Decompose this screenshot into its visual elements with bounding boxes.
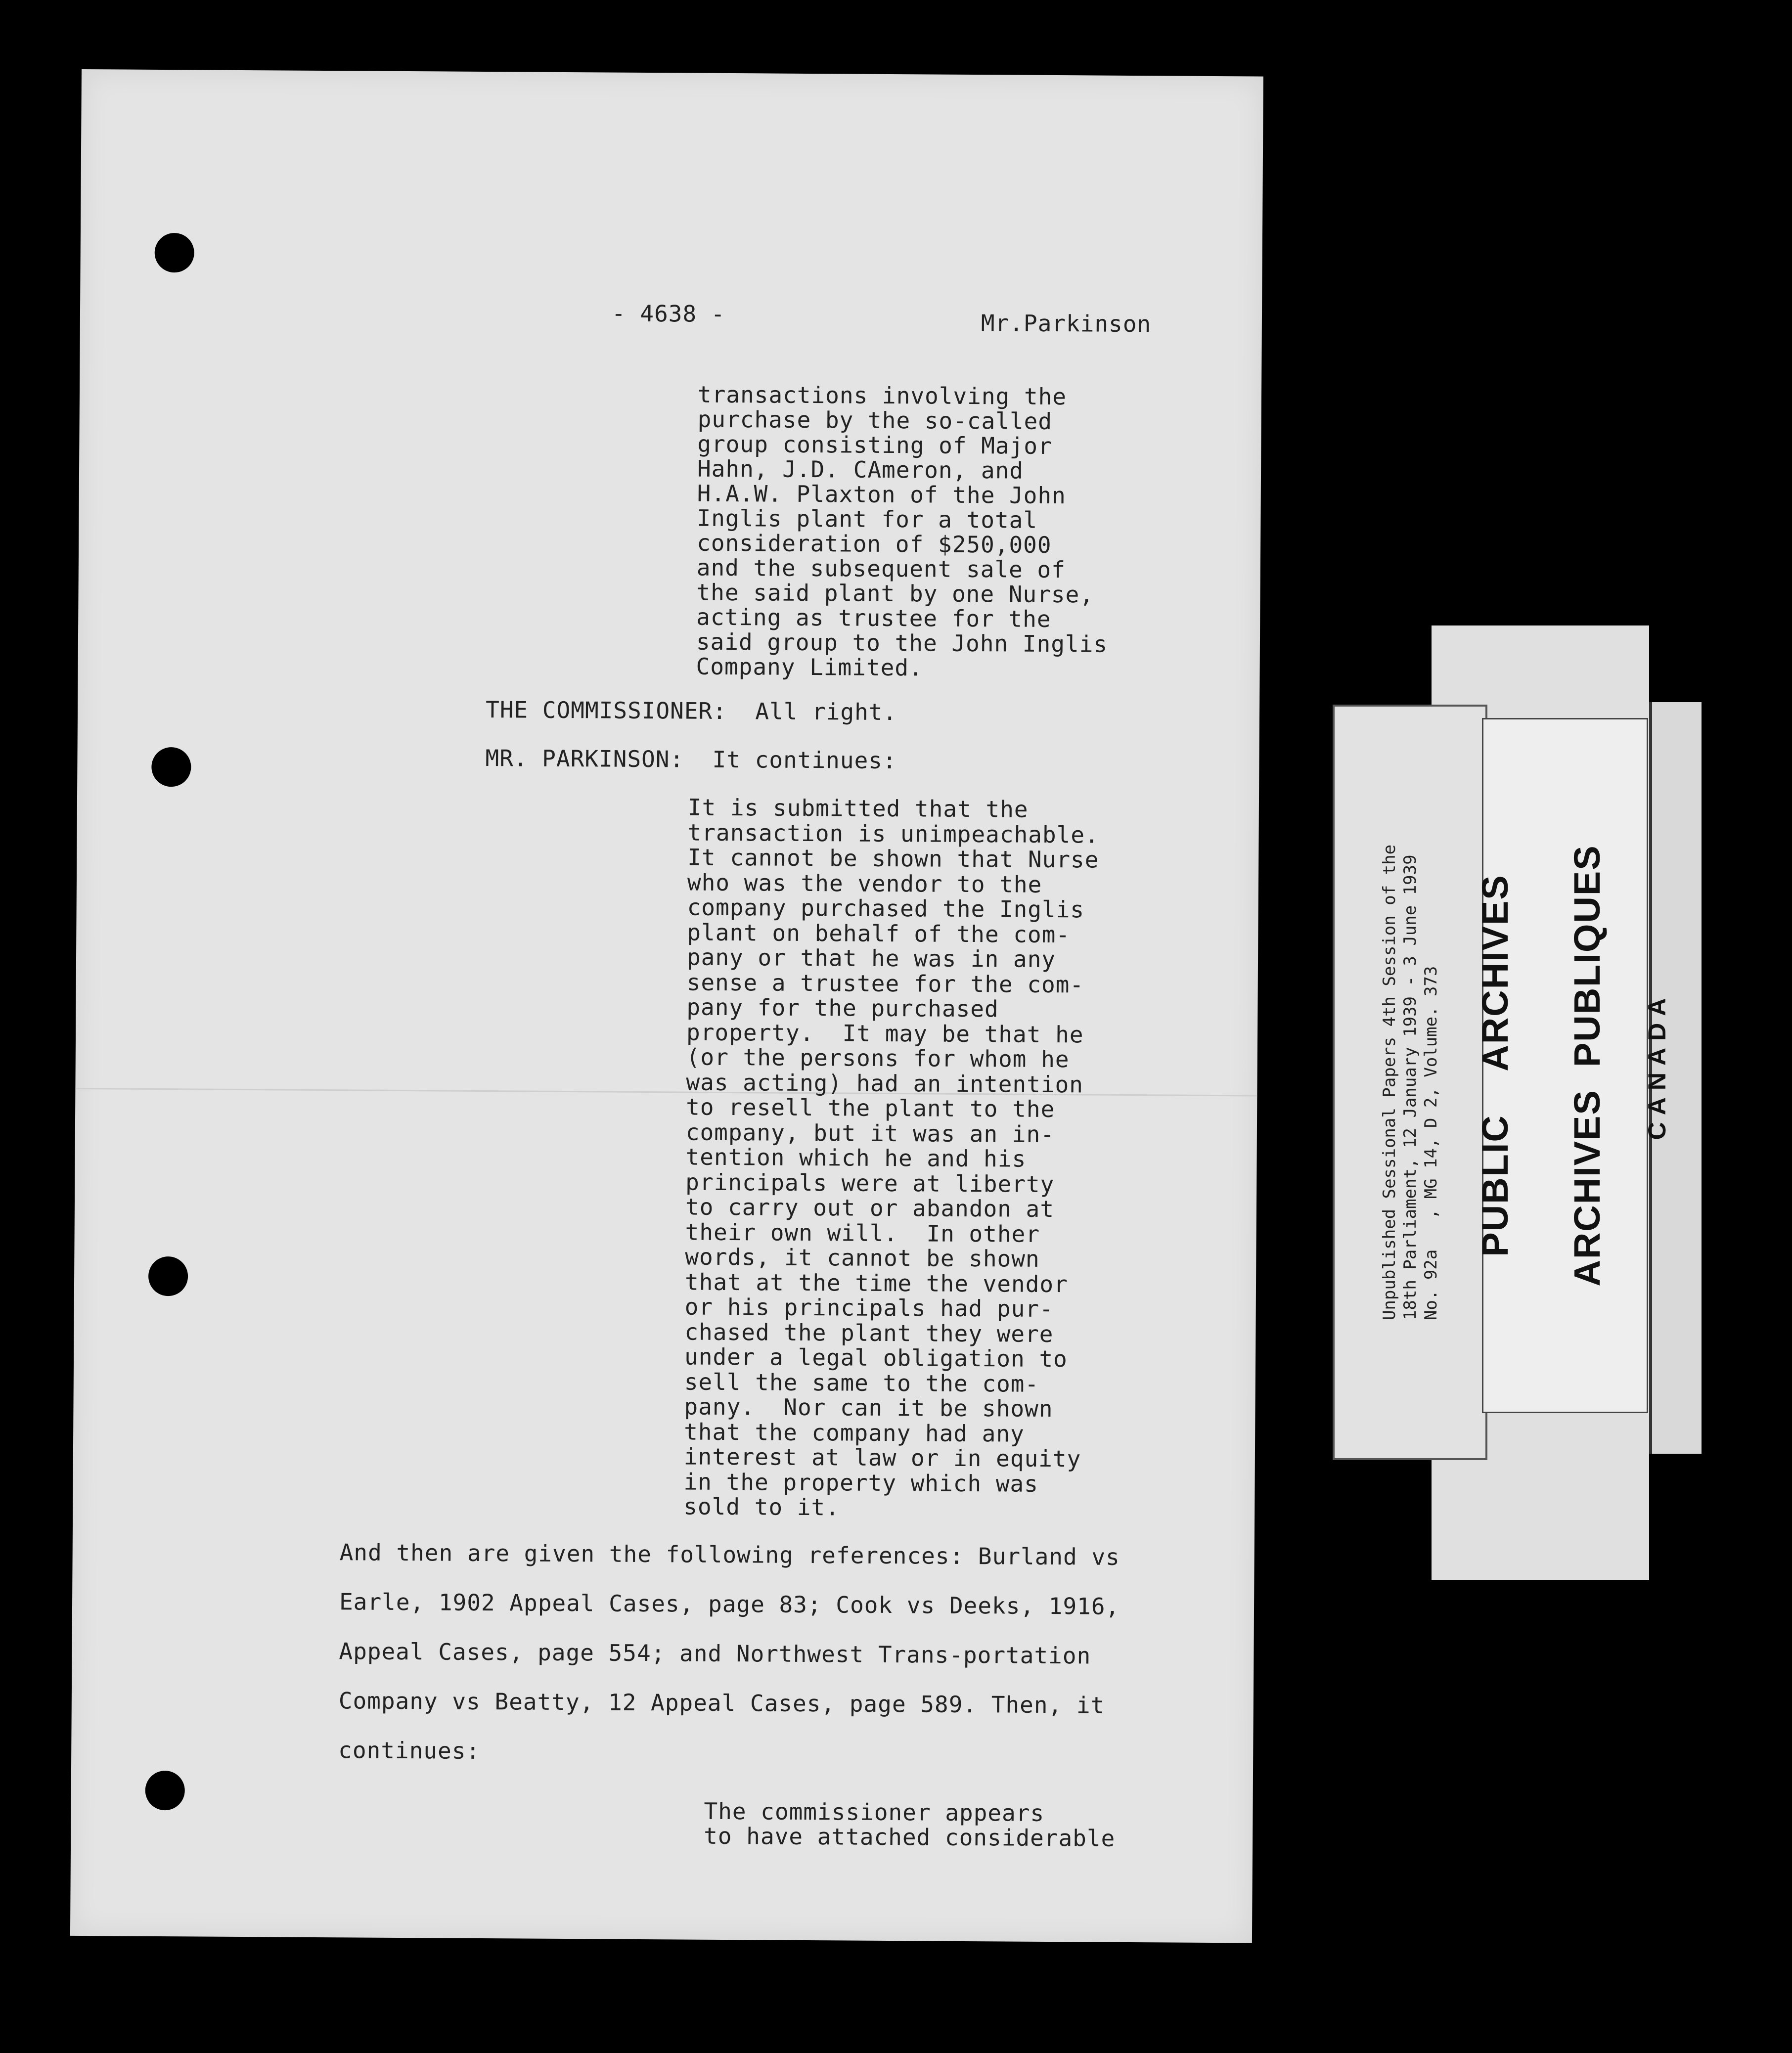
commissioner-line: THE COMMISSIONER: All right.: [485, 696, 897, 726]
archives-line-3: CANADA: [1643, 991, 1671, 1140]
archives-stamp-text: [1440, 845, 1690, 1286]
archives-line-2: ARCHIVES PUBLIQUES: [1567, 845, 1608, 1287]
punch-hole: [145, 1771, 184, 1810]
document-page: [70, 69, 1263, 1943]
archives-stamp: [1475, 719, 1671, 1412]
punch-hole: [148, 1256, 188, 1296]
references-paragraph: And then are given the following references: Burland vs Earle, 1902 Appeal Cases, page 83; Cook vs Deeks, 1916, Appeal Cases, page 554; and Northwest Trans-portation Company vs Beatty, 12 Appeal Cases, page 589. Then, it continues:: [338, 1539, 1120, 1764]
archives-line-1: PUBLIC ARCHIVES: [1475, 874, 1516, 1257]
quoted-passage-1: transactions involving the purchase by the so-called group consisting of Major Hahn, J.D. CAmeron, and H.A.W. Plaxton of the John Inglis plant for a total consideration of $250,000 and the subsequent sale of the said plant by one Nurse, acting as trustee for the said group to the John Inglis Company Limited.: [696, 381, 1108, 681]
page-number: - 4638 -: [611, 300, 725, 327]
parkinson-line: MR. PARKINSON: It continues:: [485, 745, 897, 774]
quoted-passage-2: It is submitted that the transaction is unimpeachable. It cannot be shown that Nurse who was the vendor to the company purchased the Inglis plant on behalf of the com- pany or that he was in any sense a trustee for the com- pany for the purchased property. It may be that he (or the persons for whom he was acting) had an intention to resell the plant to the company, but it was an in- tention which he and his principals were at liberty to carry out or abandon at their own will. In other words, it cannot be shown that at the time the vendor or his principals had pur- chased the plant they were under a legal obligation to sell the same to the com- pany. Nor can it be shown that the company had any interest at law or in equity in the property which was sold to it.: [683, 794, 1099, 1521]
speaker-header: Mr.Parkinson: [981, 310, 1152, 338]
quoted-passage-3: The commissioner appears to have attached considerable: [704, 1797, 1116, 1852]
punch-hole: [154, 233, 194, 272]
archive-reference-text: Unpublished Sessional Papers 4th Session of the 18th Parliament, 12 January 1939 - 3 June 1939 No. 92a , MG 14, D 2, Volume. 373: [1379, 844, 1441, 1321]
punch-hole: [151, 747, 191, 787]
